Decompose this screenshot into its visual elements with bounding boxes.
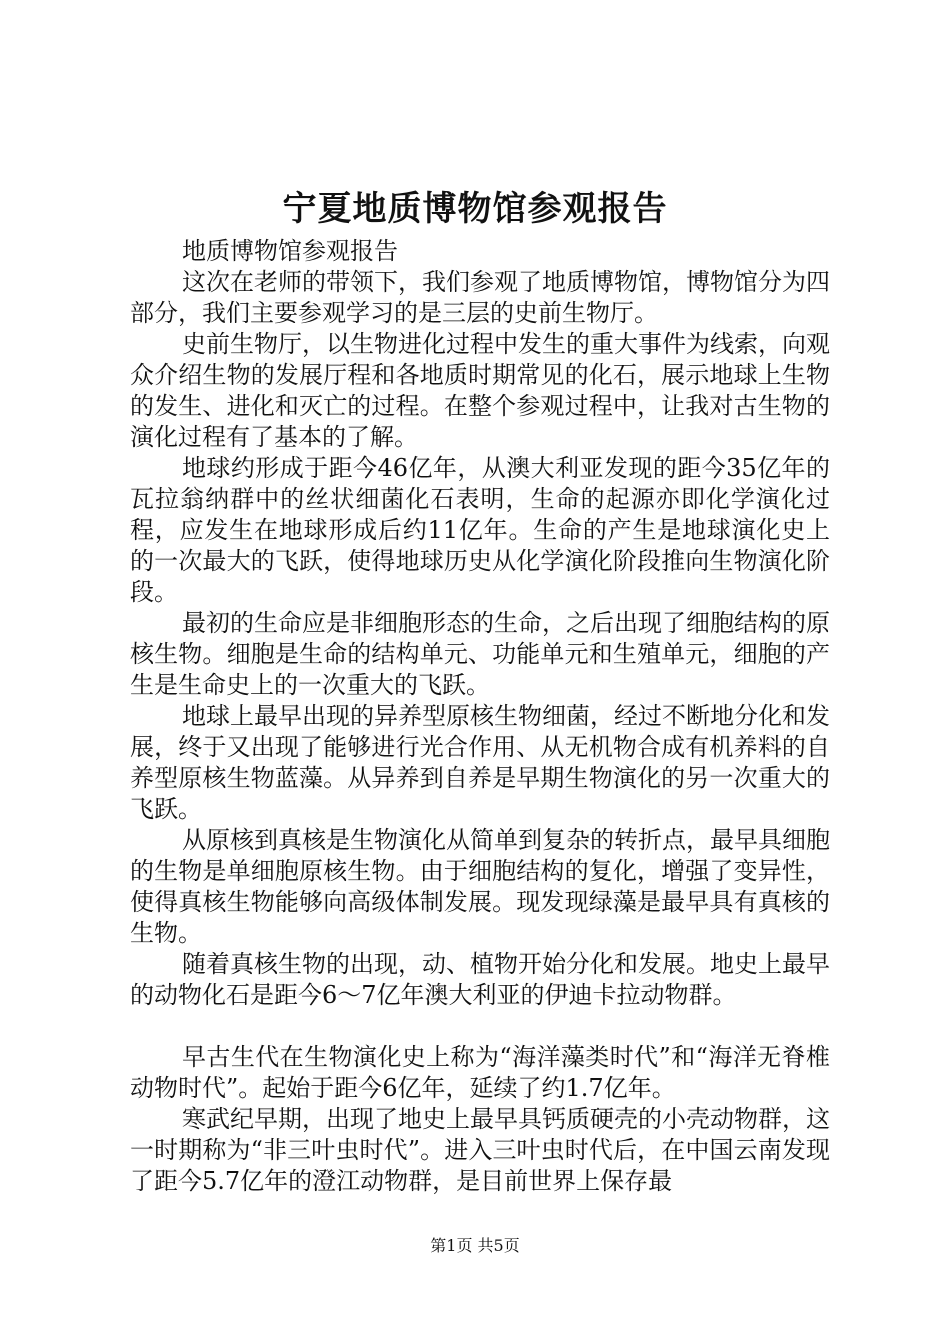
paragraph: 早古生代在生物演化史上称为“海洋藻类时代”和“海洋无脊椎动物时代”。起始于距今6亿年，延续了约1.7亿年。 [130, 1043, 830, 1102]
paragraph: 随着真核生物的出现，动、植物开始分化和发展。地史上最早的动物化石是距今6～7亿年澳大利亚的伊迪卡拉动物群。 [130, 950, 830, 1009]
paragraph: 这次在老师的带领下，我们参观了地质博物馆，博物馆分为四部分，我们主要参观学习的是三层的史前生物厅。 [130, 268, 830, 327]
paragraph: 地球上最早出现的异养型原核生物细菌，经过不断地分化和发展，终于又出现了能够进行光合作用、从无机物合成有机养料的自养型原核生物蓝藻。从异养到自养是早期生物演化的另一次重大的飞跃。 [130, 702, 830, 823]
paragraph: 史前生物厅，以生物进化过程中发生的重大事件为线索，向观众介绍生物的发展厅程和各地质时期常见的化石，展示地球上生物的发生、进化和灭亡的过程。在整个参观过程中，让我对古生物的演化过程有了基本的了解。 [130, 330, 830, 451]
paragraph-subtitle: 地质博物馆参观报告 [182, 237, 398, 265]
page-number-footer: 第1页 共5页 [430, 1236, 520, 1255]
paragraph: 地球约形成于距今46亿年，从澳大利亚发现的距今35亿年的瓦拉翁纳群中的丝状细菌化石表明，生命的起源亦即化学演化过程，应发生在地球形成后约11亿年。生命的产生是地球演化史上的一次最大的飞跃，使得地球历史从化学演化阶段推向生物演化阶段。 [130, 454, 830, 606]
paragraph: 从原核到真核是生物演化从简单到复杂的转折点，最早具细胞的生物是单细胞原核生物。由于细胞结构的复化，增强了变异性，使得真核生物能够向高级体制发展。现发现绿藻是最早具有真核的生物。 [130, 826, 830, 947]
paragraph: 寒武纪早期，出现了地史上最早具钙质硬壳的小壳动物群，这一时期称为“非三叶虫时代”。进入三叶虫时代后，在中国云南发现了距今5.7亿年的澄江动物群，是目前世界上保存最 [130, 1105, 830, 1195]
document-body [130, 236, 830, 1197]
paragraph: 最初的生命应是非细胞形态的生命，之后出现了细胞结构的原核生物。细胞是生命的结构单元、功能单元和生殖单元，细胞的产生是生命史上的一次重大的飞跃。 [130, 609, 830, 699]
document-title: 宁夏地质博物馆参观报告 [282, 189, 668, 229]
